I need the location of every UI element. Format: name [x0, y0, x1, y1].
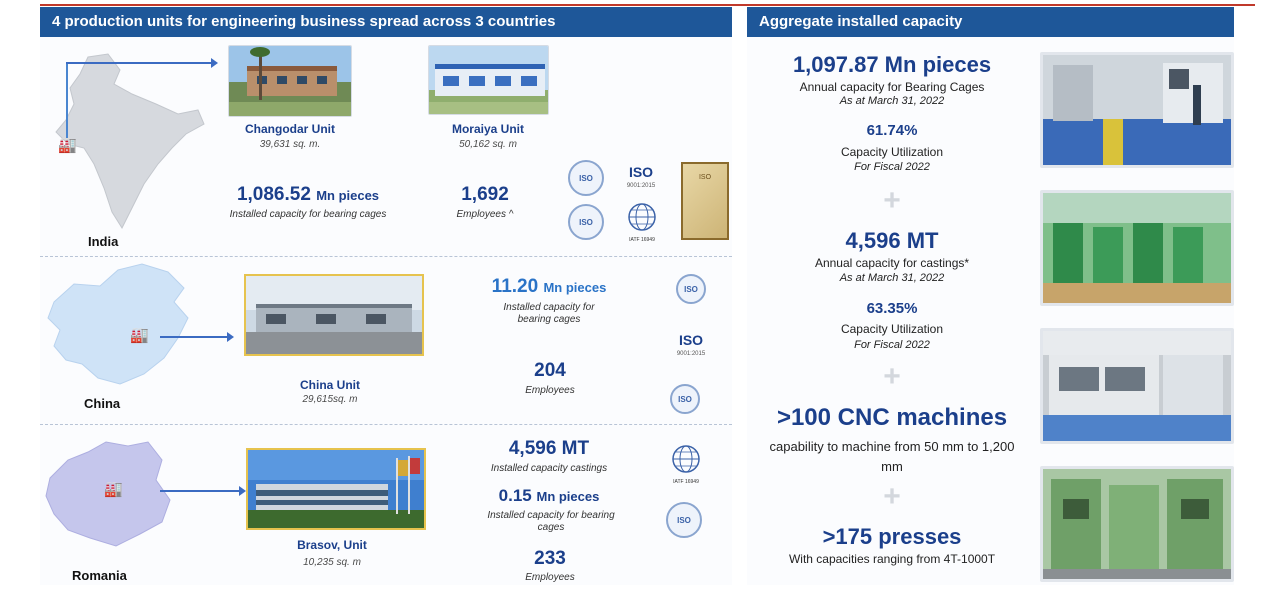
globe-icon: [627, 202, 657, 232]
india-iso-badge-1: ISO: [568, 160, 604, 196]
moraiya-unit-area: 50,162 sq. m: [459, 139, 517, 150]
moraiya-unit-photo: [428, 45, 549, 115]
aggregate-cages-utilization-label: Capacity Utilization: [840, 145, 944, 159]
aggregate-cages-value: 1,097.87 Mn pieces: [792, 52, 992, 77]
india-capacity-caption: Installed capacity for bearing cages: [229, 209, 387, 220]
plus-separator-3: +: [883, 480, 901, 513]
romania-employees-caption: Employees: [525, 572, 575, 583]
changodar-unit-photo: [228, 45, 352, 117]
china-iso-text-logo: [666, 333, 716, 361]
india-arrow: [66, 62, 212, 64]
plus-separator-2: +: [883, 360, 901, 393]
china-arrow: [160, 336, 228, 338]
india-factory-icon: 🏭: [58, 137, 77, 154]
romania-iatf-label: IATF 16949: [673, 479, 699, 485]
brasov-unit-area: 10,235 sq. m: [303, 557, 361, 568]
india-iso-label: ISO: [628, 164, 654, 180]
romania-factory-icon: 🏭: [104, 481, 123, 498]
presses-photo: [1040, 466, 1234, 582]
china-employees-caption: Employees: [525, 385, 575, 396]
india-iatf-label: IATF 16949: [629, 237, 655, 243]
romania-arrow: [160, 490, 240, 492]
aggregate-cages-date: As at March 31, 2022: [839, 95, 945, 107]
india-certificate-document: ISO: [681, 162, 729, 240]
aggregate-cages-utilization-period: For Fiscal 2022: [854, 161, 930, 173]
right-section-header: Aggregate installed capacity: [747, 7, 1234, 37]
aggregate-cnc-value: >100 CNC machines: [776, 404, 1008, 431]
china-unit-photo: [244, 274, 424, 356]
india-iso-badge-2: ISO: [568, 204, 604, 240]
top-accent-line: [40, 4, 1255, 6]
aggregate-cnc-caption: capability to machine from 50 mm to 1,200 mm: [769, 439, 1015, 474]
plus-separator-1: +: [883, 184, 901, 217]
china-unit-name: China Unit: [300, 378, 360, 392]
romania-capacity-figure: [474, 486, 624, 506]
romania-capacity-unit: Mn pieces: [536, 489, 600, 504]
china-capacity-caption: Installed capacity for bearing cages: [503, 302, 595, 325]
romania-iatf-logo: [664, 444, 708, 484]
india-iso-text-logo: [614, 165, 668, 193]
india-capacity-unit: Mn pieces: [316, 188, 380, 203]
china-iso-sub: 9001:2015: [676, 351, 706, 357]
romania-castings-value: 4,596 MT: [508, 438, 590, 459]
china-romania-divider: [40, 424, 732, 425]
india-employees-caption: Employees ^: [456, 209, 514, 220]
china-iso-badge-1: ISO: [676, 274, 706, 304]
china-capacity-unit: Mn pieces: [543, 280, 607, 295]
aggregate-castings-utilization-label: Capacity Utilization: [840, 322, 944, 336]
castings-shop-photo: [1040, 190, 1234, 306]
brasov-unit-photo: [246, 448, 426, 530]
india-employees-value: 1,692: [461, 184, 509, 205]
china-employees-value: 204: [534, 360, 566, 381]
romania-capacity-caption: Installed capacity for bearing cages: [487, 510, 615, 533]
changodar-unit-name: Changodar Unit: [245, 122, 335, 136]
china-capacity-value: 11.20: [491, 276, 539, 297]
aggregate-castings-utilization-period: For Fiscal 2022: [854, 339, 930, 351]
china-factory-icon: 🏭: [130, 327, 149, 344]
aggregate-castings-caption: Annual capacity for castings*: [814, 256, 970, 270]
globe-icon: [671, 444, 701, 474]
china-iso-label: ISO: [678, 332, 704, 348]
romania-iso-badge: ISO: [666, 502, 702, 538]
india-capacity-figure: [208, 184, 408, 206]
cnc-machines-photo: [1040, 328, 1234, 444]
aggregate-cages-caption: Annual capacity for Bearing Cages: [799, 80, 985, 94]
romania-capacity-value: 0.15: [498, 486, 532, 505]
romania-employees-value: 233: [534, 548, 566, 569]
india-iso-sub: 9001:2015: [626, 183, 656, 189]
moraiya-unit-name: Moraiya Unit: [451, 122, 524, 136]
aggregate-castings-utilization-value: 63.35%: [866, 300, 918, 317]
changodar-unit-area: 39,631 sq. m.: [259, 139, 321, 150]
left-section-header: 4 production units for engineering business spread across 3 countries: [40, 7, 732, 37]
china-iso-badge-2: ISO: [670, 384, 700, 414]
china-unit-area: 29,615sq. m: [302, 394, 358, 405]
india-connector-vertical: [66, 62, 68, 138]
india-country-label: India: [88, 234, 119, 249]
china-capacity-figure: [464, 276, 634, 298]
aggregate-presses-caption: With capacities ranging from 4T-1000T: [788, 552, 996, 566]
india-iatf-logo: [620, 202, 664, 242]
aggregate-castings-value: 4,596 MT: [845, 228, 939, 253]
india-china-divider: [40, 256, 732, 257]
china-map: [44, 262, 194, 390]
aggregate-cages-utilization-value: 61.74%: [866, 122, 918, 139]
brasov-unit-name: Brasov, Unit: [297, 538, 367, 552]
romania-country-label: Romania: [72, 568, 127, 583]
india-capacity-value: 1,086.52: [236, 184, 311, 205]
romania-castings-caption: Installed capacity castings: [490, 463, 608, 474]
china-country-label: China: [84, 396, 121, 411]
aggregate-presses-value: >175 presses: [822, 524, 962, 549]
bearing-cage-shop-photo: [1040, 52, 1234, 168]
aggregate-castings-date: As at March 31, 2022: [839, 272, 945, 284]
